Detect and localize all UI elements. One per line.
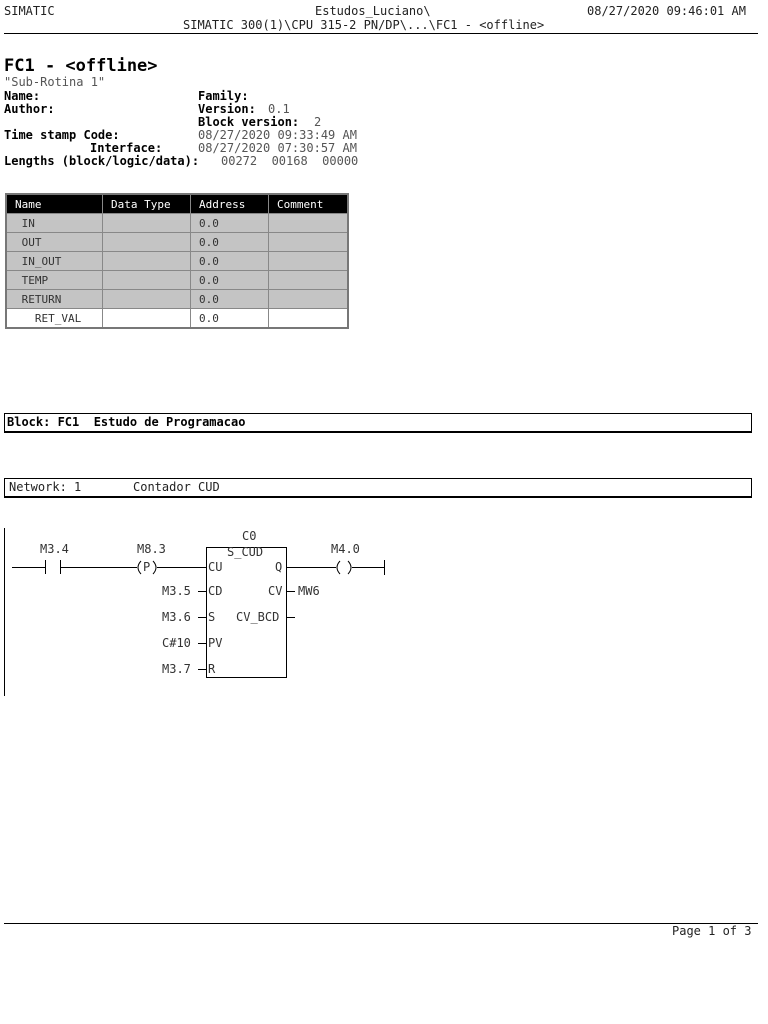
table-row — [6, 233, 348, 252]
row-type — [103, 214, 191, 233]
output-cv: MW6 — [298, 584, 320, 598]
row-address: 0.0 — [191, 271, 269, 290]
ladder-diagram — [0, 520, 768, 705]
row-type — [103, 271, 191, 290]
block-subtitle: "Sub-Rotina 1" — [4, 75, 106, 89]
contact-m34 — [46, 560, 61, 574]
footer-divider — [4, 923, 758, 924]
network-label: Network: 1 — [9, 480, 82, 494]
header-divider — [4, 33, 758, 34]
row-address: 0.0 — [191, 214, 269, 233]
interface-value: 08/27/2020 07:30:57 AM — [198, 141, 357, 155]
row-comment — [269, 252, 349, 271]
pin-q: Q — [275, 560, 283, 574]
row-comment — [269, 214, 349, 233]
block-version-value: 2 — [314, 115, 322, 129]
pin-cd: CD — [208, 584, 223, 598]
interface-label: Interface: — [90, 141, 163, 155]
row-name: IN — [6, 214, 103, 233]
pin-r: R — [208, 662, 216, 676]
p-edge-label: P — [143, 560, 151, 574]
row-address: 0.0 — [191, 252, 269, 271]
row-type — [103, 290, 191, 309]
author-label: Author: — [4, 102, 55, 116]
interface-table — [5, 193, 349, 329]
header-path: SIMATIC 300(1)\CPU 315-2 PN/DP\...\FC1 - <offline> — [183, 18, 545, 32]
family-label: Family: — [198, 89, 249, 103]
row-comment — [269, 271, 349, 290]
row-name: OUT — [6, 233, 103, 252]
block-bar-label: Block: FC1 Estudo de Programacao — [7, 415, 246, 429]
header-project: Estudos_Luciano\ — [315, 4, 431, 18]
coil-icon — [337, 561, 351, 574]
version-value: 0.1 — [268, 102, 290, 116]
coil-m40-label: M4.0 — [331, 542, 360, 556]
table-row — [6, 271, 348, 290]
row-comment — [269, 290, 349, 309]
table-row — [6, 309, 348, 329]
counter-name: C0 — [242, 529, 257, 543]
lengths-label: Lengths (block/logic/data): — [4, 154, 200, 168]
table-row — [6, 252, 348, 271]
row-type — [103, 252, 191, 271]
block-title: FC1 - <offline> — [4, 56, 158, 76]
pin-s: S — [208, 610, 216, 624]
row-name: RET_VAL — [6, 309, 103, 329]
version-label: Version: — [198, 102, 256, 116]
row-address: 0.0 — [191, 290, 269, 309]
network-comment: Contador CUD — [133, 480, 220, 494]
contact-m34-label: M3.4 — [40, 542, 69, 556]
name-label: Name: — [4, 89, 41, 103]
row-comment — [269, 233, 349, 252]
page-number: Page 1 of 3 — [672, 924, 752, 938]
input-pv: C#10 — [162, 636, 191, 650]
row-address: 0.0 — [191, 233, 269, 252]
table-row — [6, 290, 348, 309]
lengths-value: 00272 00168 00000 — [221, 154, 359, 168]
contact-m83-label: M8.3 — [137, 542, 166, 556]
row-name: TEMP — [6, 271, 103, 290]
row-name: RETURN — [6, 290, 103, 309]
input-s: M3.6 — [162, 610, 191, 624]
pin-cvbcd: CV_BCD — [236, 610, 280, 624]
input-cd: M3.5 — [162, 584, 191, 598]
block-version-label: Block version: — [198, 115, 300, 129]
col-header-address: Address — [191, 194, 269, 214]
timestamp-code-label: Time stamp Code: — [4, 128, 120, 142]
col-header-name: Name — [6, 194, 103, 214]
col-header-comment: Comment — [269, 194, 349, 214]
block-bar — [4, 413, 752, 433]
timestamp-code-value: 08/27/2020 09:33:49 AM — [198, 128, 357, 142]
row-type — [103, 233, 191, 252]
col-header-data-type: Data Type — [103, 194, 191, 214]
header-app: SIMATIC — [4, 4, 55, 18]
row-name: IN_OUT — [6, 252, 103, 271]
row-address: 0.0 — [191, 309, 269, 329]
row-type — [103, 309, 191, 329]
pin-cu: CU — [208, 560, 223, 574]
input-r: M3.7 — [162, 662, 191, 676]
counter-type: S_CUD — [227, 545, 264, 559]
table-row — [6, 214, 348, 233]
pin-cv: CV — [268, 584, 283, 598]
network-bar — [4, 478, 752, 498]
pin-pv: PV — [208, 636, 223, 650]
header-datetime: 08/27/2020 09:46:01 AM — [587, 4, 746, 18]
row-comment — [269, 309, 349, 329]
